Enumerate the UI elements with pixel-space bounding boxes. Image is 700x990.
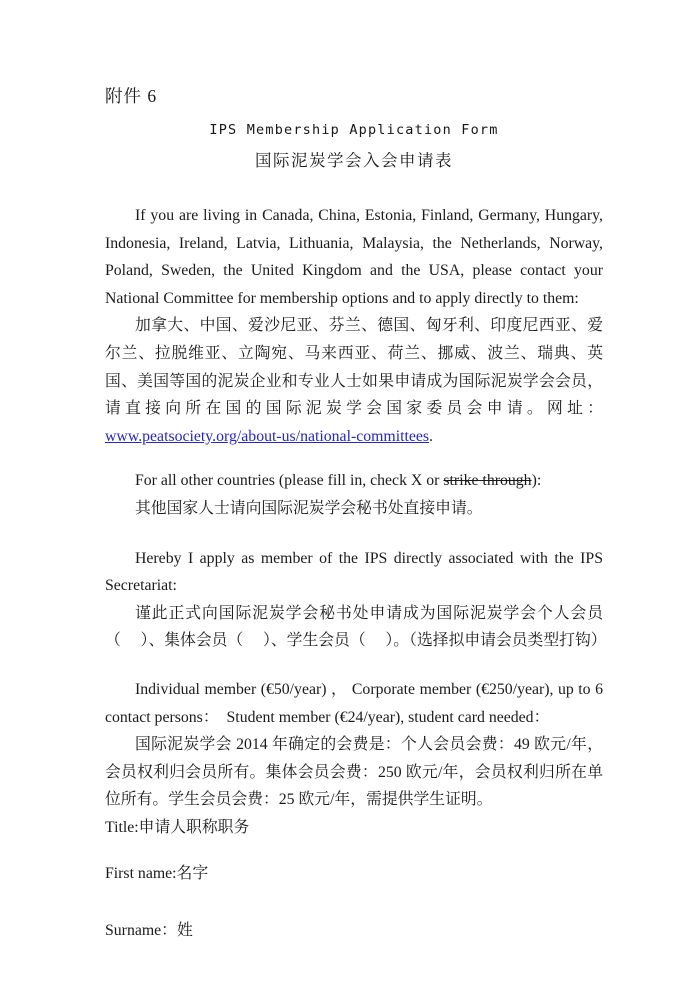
membership-fees-paragraph-zh: 国际泥炭学会 2014 年确定的会费是：个人会员会费：49 欧元/年，会员权利归会员所有。集体会员会费：250 欧元/年，会员权利归所在单位所有。学生会员会费：25 欧元/年，需提供学生证明。 (105, 736, 603, 809)
membership-fees-paragraph-en: Individual member (€50/year) ， Corporate member (€250/year), up to 6 contact persons： Student member (€24/year), student card needed： (105, 680, 603, 726)
first-name-field-label: First name:名字 (105, 865, 209, 883)
other-countries-paragraph-en (105, 467, 603, 495)
link-suffix-period: . (429, 427, 433, 445)
document-title-en: IPS Membership Application Form (209, 122, 499, 138)
other-countries-paragraph-zh: 其他国家人士请向国际泥炭学会秘书处直接申请。 (135, 499, 483, 517)
surname-field-label: Surname：姓 (105, 922, 193, 940)
other-countries-text-post: ): (531, 472, 542, 490)
hereby-apply-paragraph-zh: 谨此正式向国际泥炭学会秘书处申请成为国际泥炭学会个人会员（ ）、集体会员（ ）、学生会员（ ）。（选择拟申请会员类型打钩） (105, 604, 607, 650)
attachment-label: 附件 6 (105, 86, 158, 106)
intro-paragraph-zh (105, 312, 603, 450)
intro-paragraph-en: If you are living in Canada, China, Estonia, Finland, Germany, Hungary, Indonesia, Ireland, Latvia, Lithuania, Malaysia, the Netherlands, Norway, Poland, Sweden, the United Kingdom and the USA, please contact your National Committee for membership options and to apply directly to them: (105, 207, 603, 307)
document-title-zh: 国际泥炭学会入会申请表 (255, 151, 453, 170)
other-countries-text-pre: For all other countries (please fill in, check X or (135, 472, 444, 490)
title-field-label: Title:申请人职称职务 (105, 818, 250, 836)
hereby-apply-paragraph-en: Hereby I apply as member of the IPS directly associated with the IPS Secretariat: (105, 549, 603, 595)
national-committees-link[interactable]: www.peatsociety.org/about-us/national-committees (105, 427, 430, 445)
intro-zh-text: 加拿大、中国、爱沙尼亚、芬兰、德国、匈牙利、印度尼西亚、爱尔兰、拉脱维亚、立陶宛、马来西亚、荷兰、挪威、波兰、瑞典、英国、美国等国的泥炭企业和专业人士如果申请成为国际泥炭学会会员，请直接向所在国的国际泥炭学会国家委员会申请。网址： (105, 317, 603, 418)
strike-through-text: strike through (443, 472, 532, 490)
